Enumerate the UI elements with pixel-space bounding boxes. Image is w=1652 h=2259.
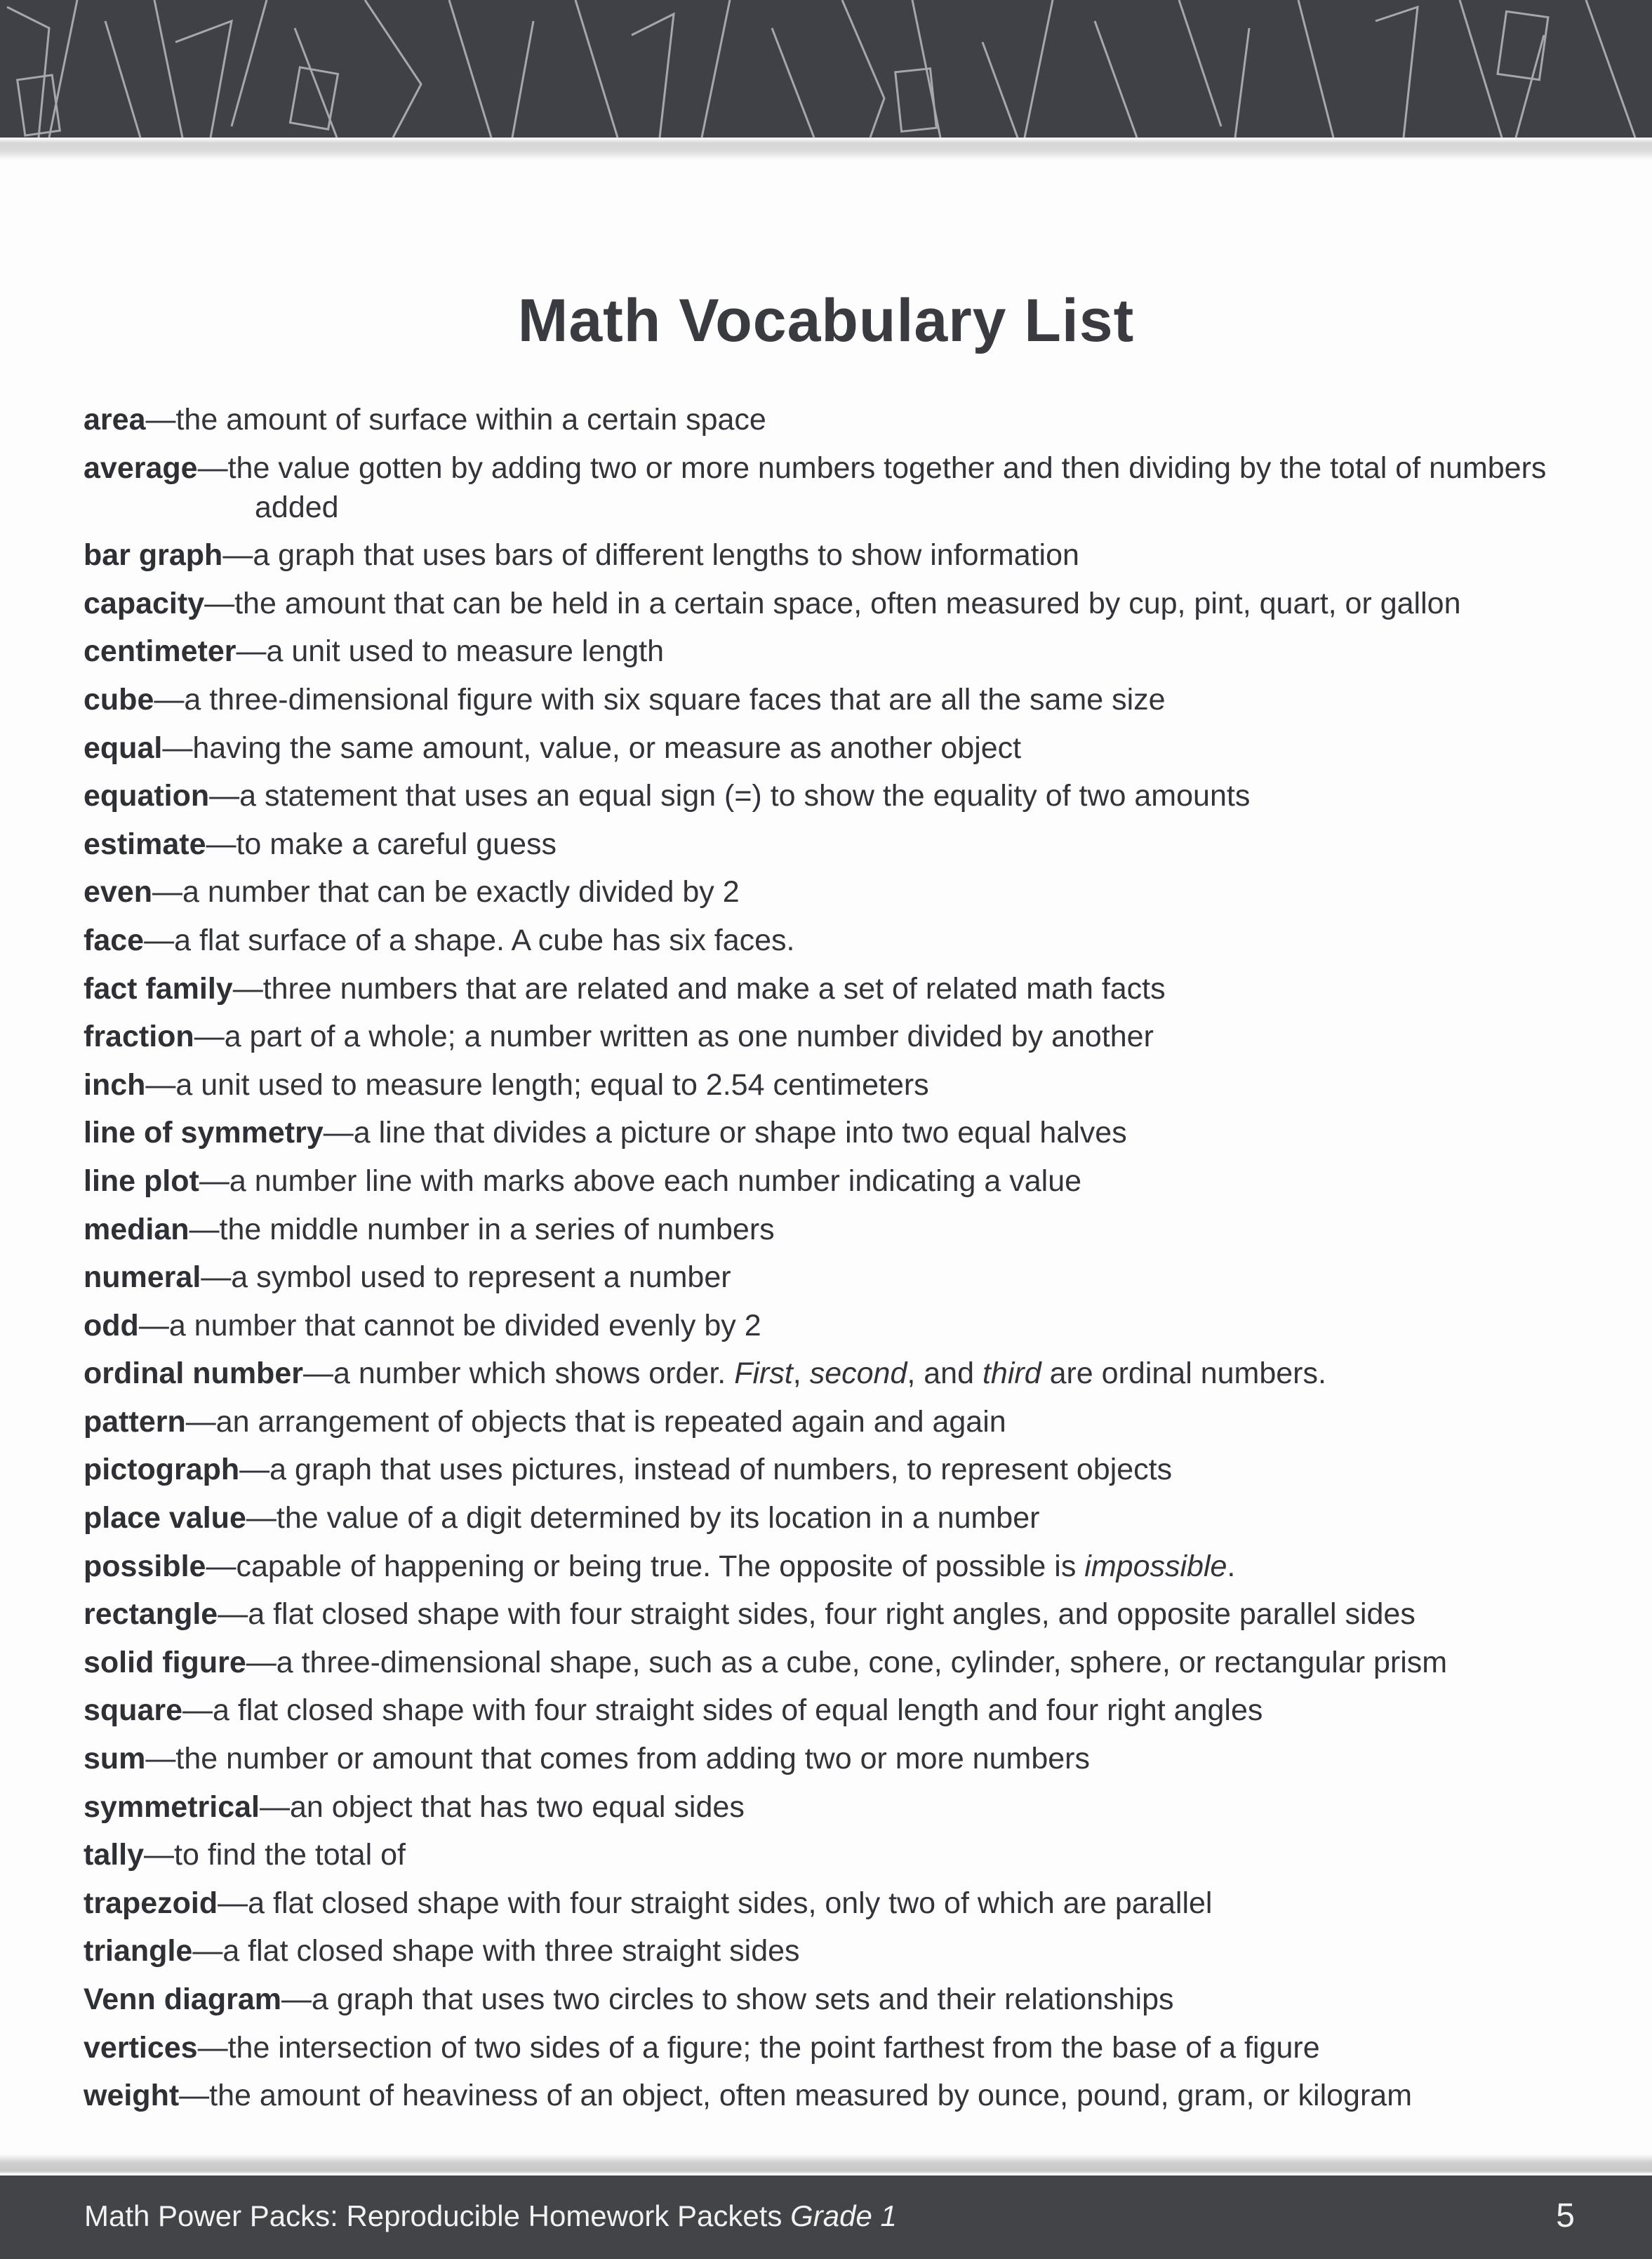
vocabulary-entry: face—a flat surface of a shape. A cube has six faces. (84, 923, 795, 957)
vocabulary-entry: trapezoid—a flat closed shape with four straight sides, only two of which are parallel (84, 1886, 1213, 1920)
definition-text: a statement that uses an equal sign (=) to show the equality of two amounts (239, 779, 1251, 813)
vocabulary-term: equation (84, 779, 210, 813)
vocabulary-term: weight (84, 2079, 180, 2113)
vocabulary-entry: line of symmetry—a line that divides a picture or shape into two equal halves (84, 1116, 1127, 1150)
vocabulary-definition (209, 2079, 1412, 2112)
definition-text: a flat closed shape with four straight sides, four right angles, and opposite parallel sides (248, 1597, 1415, 1632)
definition-text: the intersection of two sides of a figure; the point farthest from the base of a figure (227, 2030, 1320, 2065)
definition-text: , (792, 1357, 810, 1391)
vocabulary-definition (236, 1550, 1235, 1583)
definition-text: a line that divides a picture or shape into two equal halves (353, 1116, 1127, 1150)
vocabulary-term: area (84, 403, 146, 437)
vocabulary-definition (290, 1790, 745, 1824)
definition-text: a graph that uses pictures, instead of numbers, to represent objects (269, 1453, 1173, 1487)
book-title: Math Power Packs: Reproducible Homework Packets (84, 2199, 782, 2232)
vocabulary-term: symmetrical (84, 1790, 260, 1824)
vocabulary-term: even (84, 875, 153, 909)
vocabulary-definition (175, 403, 766, 437)
vocabulary-entry: fact family—three numbers that are related and make a set of related math facts (84, 971, 1166, 1006)
vocabulary-entry: line plot—a number line with marks above each number indicating a value (84, 1164, 1082, 1198)
vocabulary-entry: numeral—a symbol used to represent a number (84, 1260, 731, 1295)
definition-text: a symbol used to represent a number (231, 1260, 731, 1295)
vocabulary-entry: rectangle—a flat closed shape with four straight sides, four right angles, and opposite parallel sides (84, 1597, 1415, 1632)
vocabulary-term: ordinal number (84, 1357, 303, 1391)
definition-text: a unit used to measure length (266, 634, 665, 669)
grade-label: Grade 1 (790, 2199, 897, 2232)
vocabulary-definition (216, 1405, 1006, 1439)
vocabulary-definition (354, 1116, 1127, 1150)
header-divider (0, 138, 1652, 160)
definition-text: a part of a whole; a number written as one number divided by another (224, 1020, 1154, 1054)
vocabulary-term: line of symmetry (84, 1116, 324, 1150)
vocabulary-definition (174, 1838, 406, 1872)
footer-bar (0, 2175, 1652, 2259)
vocabulary-entry: even—a number that can be exactly divided by 2 (84, 875, 740, 909)
vocabulary-definition (231, 1260, 731, 1294)
vocabulary-definition (239, 779, 1250, 813)
definition-emphasis: impossible (1084, 1549, 1227, 1583)
vocabulary-entry: odd—a number that cannot be divided evenly by 2 (84, 1308, 761, 1342)
footer-book-title (84, 2199, 897, 2233)
vocabulary-entry: tally—to find the total of (84, 1838, 406, 1872)
definition-text: the value of a digit determined by its location in a number (276, 1501, 1040, 1535)
definition-text: having the same amount, value, or measure as another object (192, 731, 1022, 765)
vocabulary-entry: triangle—a flat closed shape with three straight sides (84, 1934, 800, 1968)
vocabulary-entry: solid figure—a three-dimensional shape, such as a cube, cone, cylinder, sphere, or rectangular prism (84, 1645, 1448, 1679)
vocabulary-entry: pictograph—a graph that uses pictures, instead of numbers, to represent objects (84, 1453, 1173, 1487)
vocabulary-entry: centimeter—a unit used to measure length (84, 634, 665, 669)
vocabulary-term: pictograph (84, 1453, 240, 1487)
vocabulary-definition (169, 1309, 761, 1342)
vocabulary-definition (234, 587, 1460, 620)
vocabulary-term: square (84, 1693, 183, 1728)
vocabulary-term: capacity (84, 586, 205, 620)
vocabulary-entry: equation—a statement that uses an equal sign (=) to show the equality of two amounts (84, 779, 1251, 813)
definition-text: a flat closed shape with three straight sides (222, 1934, 800, 1968)
vocabulary-term: line plot (84, 1164, 199, 1198)
vocabulary-definition (248, 1597, 1415, 1631)
definition-text: a graph that uses bars of different lengths to show information (253, 538, 1079, 573)
definition-text: an arrangement of objects that is repeated again and again (215, 1404, 1006, 1439)
vocabulary-term: inch (84, 1067, 146, 1102)
vocabulary-entry: bar graph—a graph that uses bars of different lengths to show information (84, 538, 1079, 573)
definition-text: the value gotten by adding two or more numbers together and then dividing by the total of numbers added (227, 451, 1547, 524)
vocabulary-entry: possible—capable of happening or being true. The opposite of possible is impossible. (84, 1549, 1236, 1583)
definition-emphasis: second (809, 1357, 907, 1391)
vocabulary-definition (253, 538, 1079, 572)
vocabulary-definition (228, 2031, 1320, 2065)
vocabulary-entry: symmetrical—an object that has two equal sides (84, 1790, 745, 1824)
header-banner (0, 0, 1652, 138)
vocabulary-definition (312, 1983, 1174, 2016)
definition-text: a unit used to measure length; equal to 2.54 centimeters (175, 1067, 929, 1102)
definition-text: a number which shows order. (333, 1357, 735, 1391)
vocabulary-definition (269, 1453, 1172, 1486)
vocabulary-entry: weight—the amount of heaviness of an object, often measured by ounce, pound, gram, or kilogram (84, 2079, 1413, 2113)
vocabulary-term: triangle (84, 1934, 193, 1968)
vocabulary-definition (175, 1742, 1090, 1775)
vocabulary-term: tally (84, 1838, 145, 1872)
vocabulary-term: fact family (84, 971, 233, 1006)
vocabulary-term: equal (84, 731, 163, 765)
definition-text: three numbers that are related and make a set of related math facts (262, 971, 1166, 1006)
vocabulary-term: estimate (84, 827, 206, 861)
vocabulary-entry: fraction—a part of a whole; a number written as one number divided by another (84, 1020, 1154, 1054)
definition-text: to find the total of (174, 1838, 406, 1872)
definition-text: the amount that can be held in a certain space, often measured by cup, pint, quart, or gallon (234, 586, 1461, 620)
vocabulary-definition (220, 1213, 775, 1246)
vocabulary-term: centimeter (84, 634, 237, 669)
vocabulary-definition (277, 1501, 1040, 1535)
definition-text: an object that has two equal sides (290, 1790, 745, 1824)
definition-text: a number that can be exactly divided by 2 (182, 875, 740, 909)
vocabulary-definition (222, 1934, 799, 1968)
vocabulary-entry: area—the amount of surface within a certain space (84, 403, 766, 437)
vocabulary-definition (277, 1646, 1447, 1679)
definition-text: , and (907, 1357, 982, 1391)
definition-text: a number line with marks above each number indicating a value (229, 1164, 1082, 1198)
definition-text: a flat closed shape with four straight sides of equal length and four right angles (213, 1693, 1263, 1728)
vocabulary-definition (228, 451, 1547, 524)
vocabulary-term: vertices (84, 2030, 198, 2065)
definition-text: a three-dimensional figure with six square faces that are all the same size (184, 682, 1166, 717)
definition-text: the middle number in a series of numbers (219, 1212, 775, 1246)
vocabulary-definition (229, 1164, 1081, 1198)
definition-text: the amount of surface within a certain space (175, 403, 766, 437)
vocabulary-definition (192, 731, 1021, 765)
vocabulary-entry: Venn diagram—a graph that uses two circles to show sets and their relationships (84, 1983, 1174, 2016)
vocabulary-term: sum (84, 1742, 146, 1776)
vocabulary-definition (213, 1693, 1263, 1727)
definition-text: a flat surface of a shape. A cube has six faces. (174, 923, 795, 957)
vocabulary-term: Venn diagram (84, 1983, 281, 2016)
vocabulary-entry: median—the middle number in a series of numbers (84, 1212, 775, 1246)
vocabulary-entry: cube—a three-dimensional figure with six square faces that are all the same size (84, 682, 1166, 717)
vocabulary-term: fraction (84, 1020, 194, 1054)
definition-emphasis: First (734, 1357, 793, 1391)
footer-divider (0, 2154, 1652, 2174)
vocabulary-entry: equal—having the same amount, value, or measure as another object (84, 731, 1022, 765)
vocabulary-definition (182, 875, 740, 909)
vocabulary-term: median (84, 1212, 189, 1246)
vocabulary-term: face (84, 923, 145, 957)
vocabulary-entry: ordinal number—a number which shows order. First, second, and third are ordinal numbers. (84, 1357, 1326, 1391)
vocabulary-term: numeral (84, 1260, 201, 1295)
vocabulary-term: rectangle (84, 1597, 218, 1632)
vocabulary-definition (263, 972, 1166, 1006)
vocabulary-definition (248, 1886, 1212, 1920)
vocabulary-definition (333, 1357, 1326, 1390)
page-title: Math Vocabulary List (517, 287, 1135, 354)
vocabulary-entry: estimate—to make a careful guess (84, 827, 557, 861)
vocabulary-definition (236, 827, 557, 861)
vocabulary-definition (225, 1020, 1154, 1053)
vocabulary-definition (174, 924, 794, 957)
vocabulary-term: solid figure (84, 1645, 246, 1679)
definition-text: the amount of heaviness of an object, often measured by ounce, pound, gram, or kilogram (209, 2079, 1413, 2113)
vocabulary-term: odd (84, 1308, 139, 1342)
vocabulary-term: place value (84, 1501, 246, 1535)
vocabulary-definition (266, 634, 664, 668)
vocabulary-entry: capacity—the amount that can be held in a certain space, often measured by cup, pint, quart, or gallon (84, 586, 1461, 620)
definition-text: the number or amount that comes from adding two or more numbers (175, 1742, 1090, 1776)
page-number: 5 (1556, 2197, 1575, 2234)
vocabulary-entry: sum—the number or amount that comes from adding two or more numbers (84, 1742, 1090, 1776)
vocabulary-term: average (84, 451, 198, 485)
definition-emphasis: third (982, 1357, 1041, 1391)
vocabulary-term: trapezoid (84, 1886, 218, 1920)
vocabulary-entry: place value—the value of a digit determined by its location in a number (84, 1501, 1040, 1535)
vocabulary-term: possible (84, 1549, 206, 1583)
vocabulary-term: pattern (84, 1404, 186, 1439)
definition-text: a graph that uses two circles to show sets and their relationships (311, 1983, 1174, 2016)
vocabulary-entry: square—a flat closed shape with four straight sides of equal length and four right angles (84, 1693, 1263, 1728)
vocabulary-term: cube (84, 682, 154, 717)
vocabulary-entry: inch—a unit used to measure length; equal to 2.54 centimeters (84, 1067, 929, 1102)
vocabulary-entry: average—the value gotten by adding two or more numbers together and then dividing by the total of numbers added (84, 451, 1547, 524)
definition-text: a number that cannot be divided evenly by 2 (168, 1308, 761, 1342)
vocabulary-entry: pattern—an arrangement of objects that is repeated again and again (84, 1404, 1006, 1439)
vocabulary-list (84, 400, 1592, 2124)
vocabulary-term: bar graph (84, 538, 223, 573)
definition-text: . (1227, 1549, 1236, 1583)
vocabulary-definition (175, 1068, 928, 1102)
vocabulary-entry: vertices—the intersection of two sides of a figure; the point farthest from the base of a figure (84, 2030, 1320, 2065)
definition-text: are ordinal numbers. (1041, 1357, 1326, 1391)
calculator-sketch-pattern (0, 0, 1652, 138)
definition-text: a three-dimensional shape, such as a cube, cone, cylinder, sphere, or rectangular prism (276, 1645, 1448, 1679)
definition-text: capable of happening or being true. The opposite of possible is (236, 1549, 1085, 1583)
definition-text: to make a careful guess (236, 827, 557, 861)
definition-text: a flat closed shape with four straight sides, only two of which are parallel (248, 1886, 1213, 1920)
vocabulary-definition (184, 683, 1165, 717)
